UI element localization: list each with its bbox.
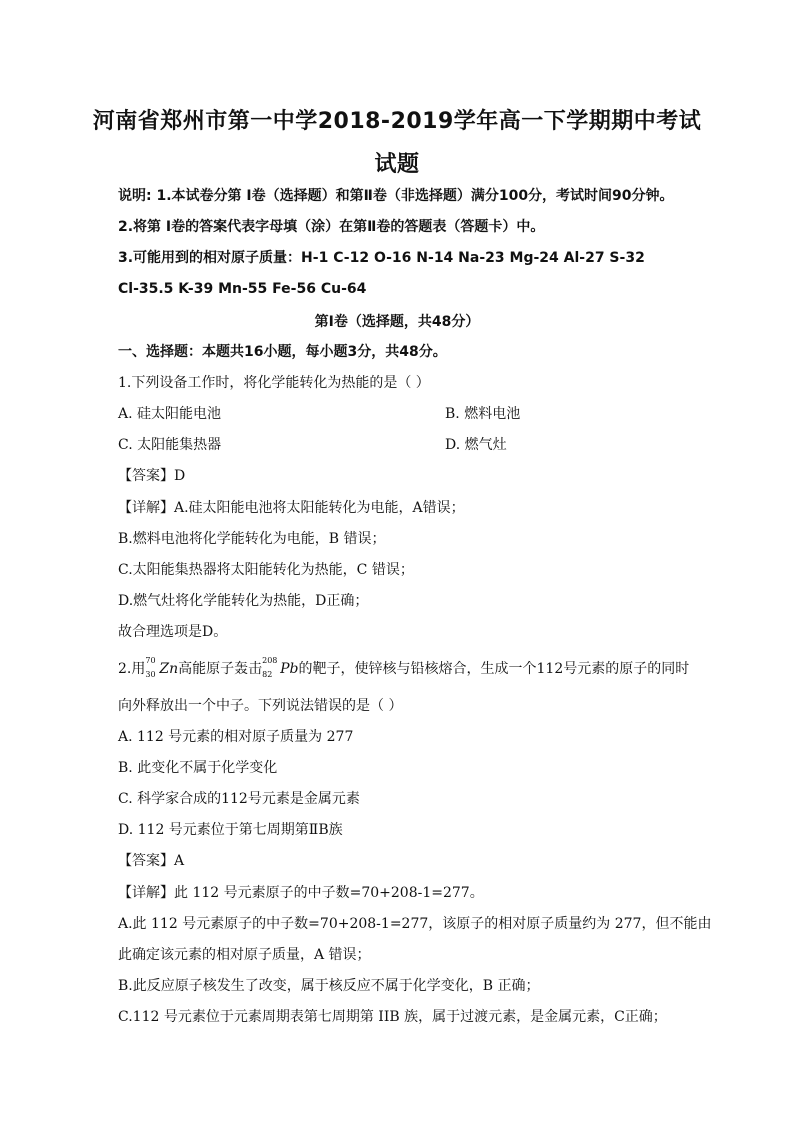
question-1-option-d: D. 燃气灶 xyxy=(445,437,507,453)
question-2-stem-suffix: 的靶子，使锌核与铅核熔合，生成一个112号元素的原子的同时 xyxy=(298,661,690,677)
question-2-stem-line1 xyxy=(118,656,690,679)
question-2-explain-4: B.此反应原子核发生了改变，属于核反应不属于化学变化，B 正确； xyxy=(118,978,540,994)
question-2-stem-prefix: 2.用 xyxy=(118,661,146,677)
part-1-heading: 第Ⅰ卷（选择题，共48分） xyxy=(314,314,480,330)
lead-isotope-notation xyxy=(262,656,280,679)
document-title-line2: 试题 xyxy=(374,152,420,177)
question-2-stem-mid: 高能原子轰击 xyxy=(178,661,263,677)
instruction-3-masses-cont: Cl-35.5 K-39 Mn-55 Fe-56 Cu-64 xyxy=(118,281,367,297)
question-1-option-b: B. 燃料电池 xyxy=(445,406,521,422)
question-1-option-a: A. 硅太阳能电池 xyxy=(118,406,222,422)
question-2-answer: 【答案】A xyxy=(118,853,185,869)
instruction-1: 说明: 1.本试卷分第 Ⅰ卷（选择题）和第Ⅱ卷（非选择题）满分100分，考试时间90分钟。 xyxy=(118,188,674,204)
question-2-option-b: B. 此变化不属于化学变化 xyxy=(118,760,278,776)
document-title-line1: 河南省郑州市第一中学2018-2019学年高一下学期期中考试 xyxy=(92,109,702,134)
lead-mass-number: 208 xyxy=(262,656,278,665)
instruction-3-masses: 3.可能用到的相对原子质量：H-1 C-12 O-16 N-14 Na-23 Mg-24 Al-27 S-32 xyxy=(118,250,645,266)
lead-atomic-number: 82 xyxy=(262,670,273,679)
question-1-explain-1: 【详解】A.硅太阳能电池将太阳能转化为电能，A错误； xyxy=(118,500,465,516)
lead-symbol: Pb xyxy=(280,661,299,677)
question-2-explain-5: C.112 号元素位于元素周期表第七周期第 IIB 族，属于过渡元素，是金属元素，C正确； xyxy=(118,1009,667,1025)
instruction-2: 2.将第 Ⅰ卷的答案代表字母填（涂）在第Ⅱ卷的答题表（答题卡）中。 xyxy=(118,219,545,235)
question-1-answer: 【答案】D xyxy=(118,468,186,484)
zinc-atomic-number: 30 xyxy=(145,670,156,679)
section-1-heading: 一、选择题：本题共16小题，每小题3分，共48分。 xyxy=(118,344,447,360)
question-2-explain-2: A.此 112 号元素原子的中子数=70+208-1=277，该原子的相对原子质量约为 277，但不能由 xyxy=(118,916,712,932)
question-2-option-d: D. 112 号元素位于第七周期第ⅡB族 xyxy=(118,822,343,838)
question-2-option-c: C. 科学家合成的112号元素是金属元素 xyxy=(118,791,360,807)
question-1-explain-2: B.燃料电池将化学能转化为电能，B 错误； xyxy=(118,531,386,547)
question-1-option-c: C. 太阳能集热器 xyxy=(118,437,222,453)
question-1-options-row1 xyxy=(118,405,718,423)
question-2-stem-line2: 向外释放出一个中子。下列说法错误的是（ ） xyxy=(118,698,403,714)
question-1-explain-4: D.燃气灶将化学能转化为热能，D正确； xyxy=(118,593,369,609)
question-1-stem: 1.下列设备工作时，将化学能转化为热能的是（ ） xyxy=(118,375,430,391)
question-2-explain-1: 【详解】此 112 号元素原子的中子数=70+208-1=277。 xyxy=(118,885,484,901)
question-2-option-a: A. 112 号元素的相对原子质量为 277 xyxy=(118,729,354,745)
question-2-explain-3: 此确定该元素的相对原子质量，A 错误； xyxy=(118,947,371,963)
zinc-mass-number: 70 xyxy=(145,656,156,665)
question-1-explain-3: C.太阳能集热器将太阳能转化为热能，C 错误； xyxy=(118,562,414,578)
zinc-isotope-notation xyxy=(145,656,159,679)
zinc-symbol: Zn xyxy=(159,661,179,677)
question-1-options-row2 xyxy=(118,436,718,454)
question-1-explain-5: 故合理选项是D。 xyxy=(118,624,228,640)
